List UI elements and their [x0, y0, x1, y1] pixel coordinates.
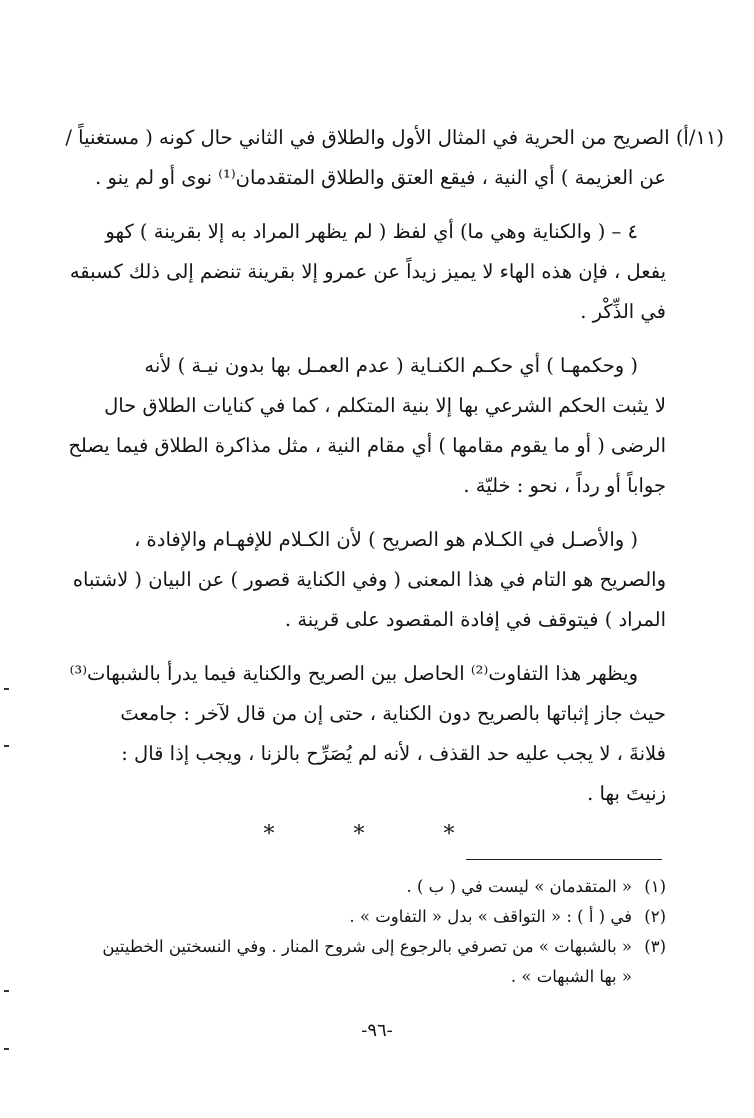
text-line: والصريح هو التام في هذا المعنى ( وفي الكناية قصور ) عن البيان ( لاشتباه	[72, 568, 666, 591]
text-line: ويظهر هذا التفاوت⁽²⁾ الحاصل بين الصريح والكناية فيما يدرأ بالشبهات⁽³⁾	[69, 662, 638, 685]
text-line: في الذِّكْر .	[580, 300, 666, 323]
section-separator: * * *	[263, 822, 491, 847]
footnote-3	[66, 932, 666, 992]
scan-mark	[4, 990, 9, 992]
text-line: ٤ – ( والكناية وهي ما) أي لفظ ( لم يظهر المراد به إلا بقرينة ) كهو	[105, 220, 638, 243]
footnote-number: (٣)	[644, 937, 666, 956]
footnote-number: (٢)	[644, 907, 666, 926]
footnote-rule	[466, 859, 662, 860]
footnote-line: « المتقدمان » ليست في ( ب ) .	[406, 877, 632, 896]
text-line: ( والأصـل في الكـلام هو الصريح ) لأن الكـلام للإفهـام والإفادة ،	[134, 528, 638, 551]
text-line: ( وحكمهـا ) أي حكـم الكنـاية ( عدم العمـل بها بدون نيـة ) لأنه	[144, 354, 638, 377]
paragraph-2	[40, 212, 724, 332]
scan-mark	[4, 1048, 9, 1050]
footnote-body	[66, 872, 632, 902]
text-line: زنيتَ بها .	[587, 782, 666, 805]
footnotes	[66, 872, 666, 992]
text-line: (١١/أ) الصريح من الحرية في المثال الأول والطلاق في الثاني حال كونه ( مستغنياً /	[65, 126, 724, 149]
footnote-2	[66, 902, 666, 932]
text-line: يفعل ، فإن هذه الهاء لا يميز زيداً عن عمرو إلا بقرينة تنضم إلى ذلك كسبقه	[69, 260, 666, 283]
footnote-line: « بالشبهات » من تصرفي بالرجوع إلى شروح المنار . وفي النسختين الخطيتين	[102, 937, 632, 956]
footnote-body	[66, 932, 632, 992]
text-line: عن العزيمة ) أي النية ، فيقع العتق والطلاق المتقدمان⁽¹⁾ نوى أو لم ينو .	[95, 166, 666, 189]
footnote-line: في ( أ ) : « التواقف » بدل « التفاوت » .	[349, 907, 632, 926]
footnote-body	[66, 902, 632, 932]
paragraph-3	[40, 346, 724, 506]
paragraph-1	[40, 118, 724, 198]
footnote-number: (١)	[644, 877, 666, 896]
text-line: لا يثبت الحكم الشرعي بها إلا بنية المتكلم ، كما في كنايات الطلاق حال	[104, 394, 666, 417]
footnote-1	[66, 872, 666, 902]
main-text	[40, 118, 724, 814]
text-line: جواباً أو رداً ، نحو : خليّة .	[463, 474, 666, 497]
text-line: فلانةَ ، لا يجب عليه حد القذف ، لأنه لم يُصَرِّح بالزنا ، ويجب إذا قال :	[121, 742, 666, 765]
paragraph-4	[40, 520, 724, 640]
text-line: حيث جاز إثباتها بالصريح دون الكناية ، حتى إن من قال لآخر : جامعتَ	[120, 702, 666, 725]
footnote-line: « بها الشبهات » .	[510, 967, 632, 986]
scan-mark	[4, 745, 9, 747]
text-line: المراد ) فيتوقف في إفادة المقصود على قرينة .	[284, 608, 666, 631]
scan-mark	[4, 688, 9, 690]
text-line: الرضى ( أو ما يقوم مقامها ) أي مقام النية ، مثل مذاكرة الطلاق فيما يصلح	[68, 434, 666, 457]
page-number: -٩٦-	[361, 1020, 393, 1041]
paragraph-5	[40, 654, 724, 814]
